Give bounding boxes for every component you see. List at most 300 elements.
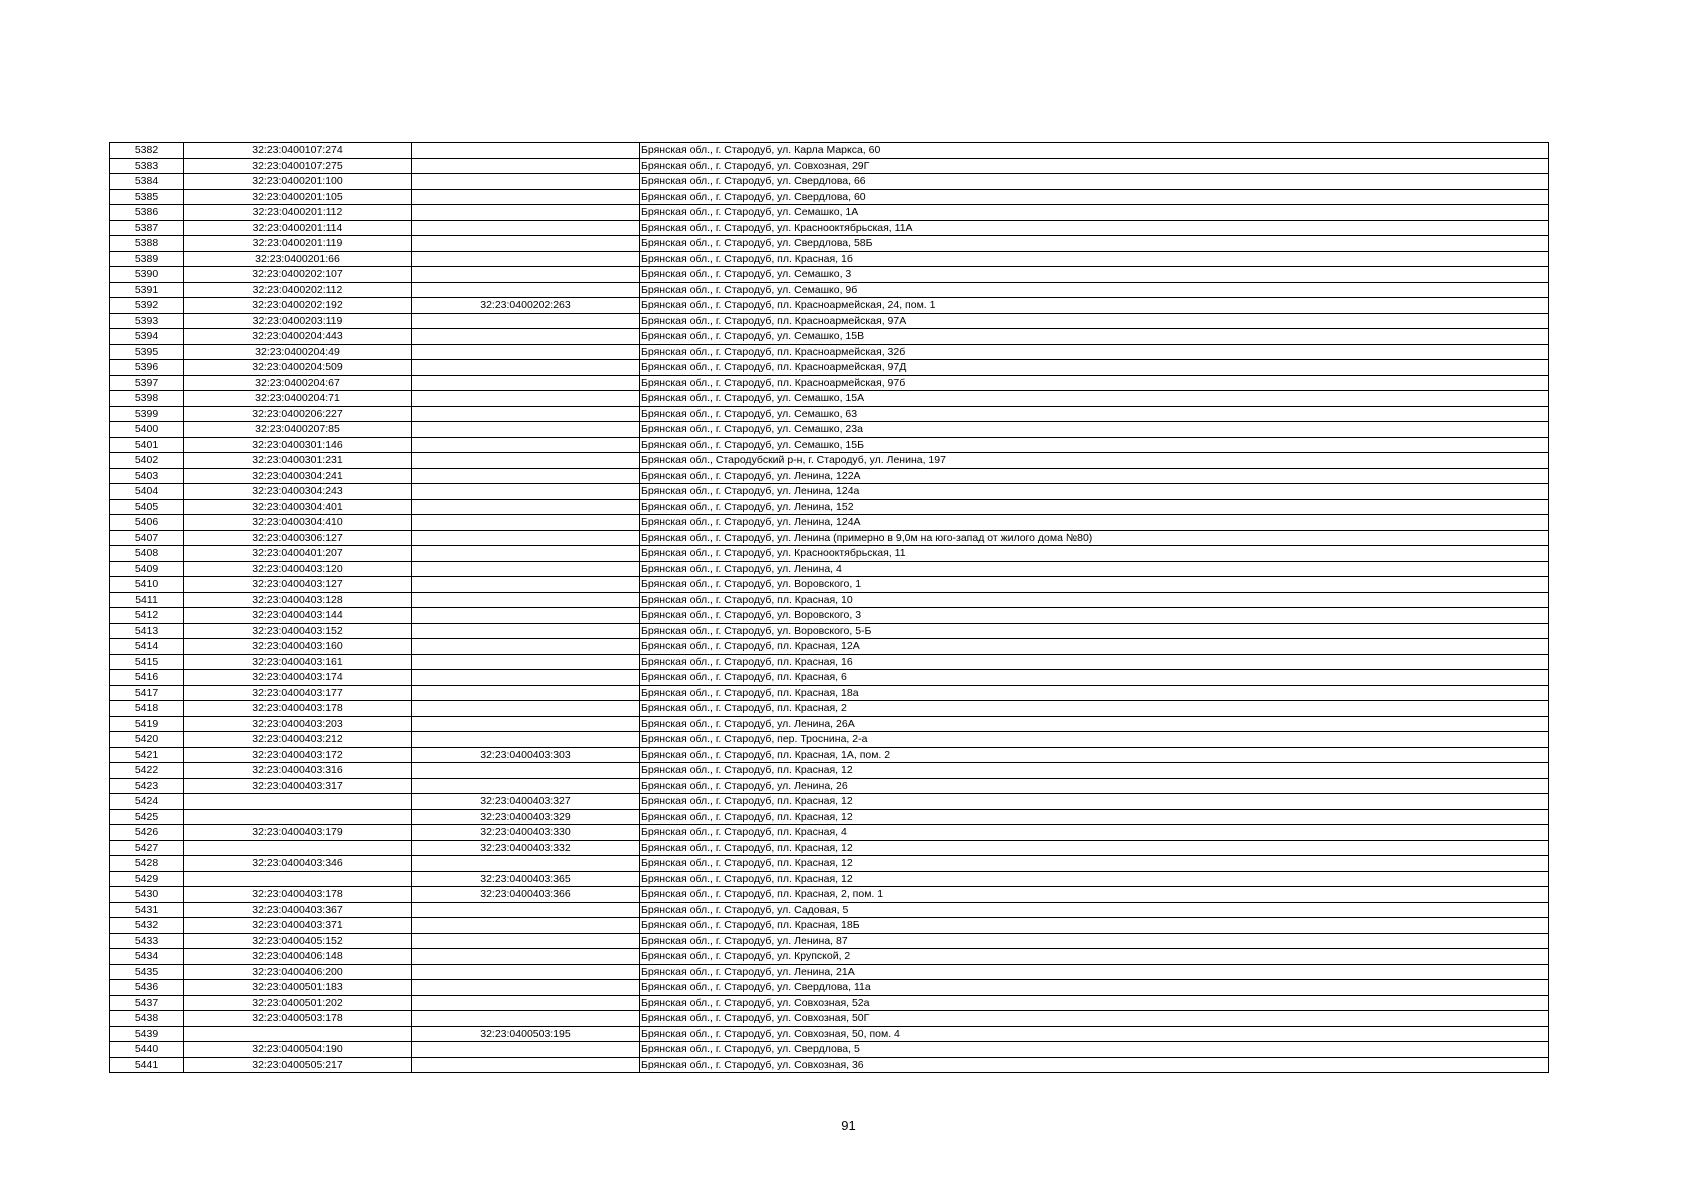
premise-number-cell xyxy=(412,577,640,593)
address-cell: Брянская обл., г. Стародуб, ул. Крупской, 2 xyxy=(640,949,1549,965)
table-row xyxy=(110,654,1549,670)
premise-number-cell xyxy=(412,918,640,934)
cadastral-number-cell: 32:23:0400406:148 xyxy=(184,949,412,965)
cadastral-number-cell: 32:23:0400403:177 xyxy=(184,685,412,701)
address-cell: Брянская обл., г. Стародуб, пл. Красная, 18а xyxy=(640,685,1549,701)
row-number-cell: 5414 xyxy=(110,639,184,655)
premise-number-cell xyxy=(412,608,640,624)
cadastral-number-cell: 32:23:0400405:152 xyxy=(184,933,412,949)
address-cell: Брянская обл., г. Стародуб, пл. Красная, 1А, пом. 2 xyxy=(640,747,1549,763)
cadastral-number-cell xyxy=(184,871,412,887)
row-number-cell: 5426 xyxy=(110,825,184,841)
premise-number-cell xyxy=(412,856,640,872)
row-number-cell: 5397 xyxy=(110,375,184,391)
address-cell: Брянская обл., г. Стародуб, пл. Красная, 2, пом. 1 xyxy=(640,887,1549,903)
address-cell: Брянская обл., г. Стародуб, ул. Свердлова, 58Б xyxy=(640,236,1549,252)
premise-number-cell xyxy=(412,716,640,732)
table-row xyxy=(110,856,1549,872)
row-number-cell: 5391 xyxy=(110,282,184,298)
cadastral-number-cell: 32:23:0400403:161 xyxy=(184,654,412,670)
row-number-cell: 5383 xyxy=(110,158,184,174)
address-cell: Брянская обл., г. Стародуб, ул. Ленина, 4 xyxy=(640,561,1549,577)
address-cell: Брянская обл., г. Стародуб, пл. Красная, 12 xyxy=(640,809,1549,825)
premise-number-cell xyxy=(412,1057,640,1073)
cadastral-number-cell: 32:23:0400406:200 xyxy=(184,964,412,980)
premise-number-cell xyxy=(412,189,640,205)
premise-number-cell xyxy=(412,995,640,1011)
cadastral-number-cell: 32:23:0400403:316 xyxy=(184,763,412,779)
cadastral-number-cell: 32:23:0400207:85 xyxy=(184,422,412,438)
address-cell: Брянская обл., г. Стародуб, ул. Ленина, 124а xyxy=(640,484,1549,500)
address-cell: Брянская обл., г. Стародуб, ул. Ленина (примерно в 9,0м на юго-запад от жилого дома №80) xyxy=(640,530,1549,546)
premise-number-cell xyxy=(412,964,640,980)
address-cell: Брянская обл., г. Стародуб, ул. Воровского, 5-Б xyxy=(640,623,1549,639)
cadastral-number-cell: 32:23:0400204:509 xyxy=(184,360,412,376)
premise-number-cell: 32:23:0400403:332 xyxy=(412,840,640,856)
cadastral-number-cell: 32:23:0400206:227 xyxy=(184,406,412,422)
table-row xyxy=(110,623,1549,639)
address-cell: Брянская обл., г. Стародуб, пл. Красноармейская, 24, пом. 1 xyxy=(640,298,1549,314)
table-row xyxy=(110,670,1549,686)
cadastral-number-cell: 32:23:0400304:410 xyxy=(184,515,412,531)
table-row xyxy=(110,577,1549,593)
cadastral-number-cell: 32:23:0400403:152 xyxy=(184,623,412,639)
row-number-cell: 5392 xyxy=(110,298,184,314)
premise-number-cell xyxy=(412,422,640,438)
premise-number-cell xyxy=(412,1011,640,1027)
table-row xyxy=(110,205,1549,221)
address-cell: Брянская обл., г. Стародуб, ул. Семашко, 23а xyxy=(640,422,1549,438)
address-cell: Брянская обл., г. Стародуб, ул. Совхозная, 50, пом. 4 xyxy=(640,1026,1549,1042)
table-row xyxy=(110,158,1549,174)
table-row xyxy=(110,933,1549,949)
premise-number-cell xyxy=(412,980,640,996)
cadastral-number-cell: 32:23:0400204:443 xyxy=(184,329,412,345)
cadastral-number-cell: 32:23:0400204:49 xyxy=(184,344,412,360)
premise-number-cell xyxy=(412,654,640,670)
row-number-cell: 5401 xyxy=(110,437,184,453)
premise-number-cell: 32:23:0400403:329 xyxy=(412,809,640,825)
address-cell: Брянская обл., г. Стародуб, пл. Красноармейская, 97А xyxy=(640,313,1549,329)
registry-table-body xyxy=(110,143,1549,1073)
cadastral-number-cell: 32:23:0400504:190 xyxy=(184,1042,412,1058)
cadastral-number-cell: 32:23:0400501:183 xyxy=(184,980,412,996)
premise-number-cell: 32:23:0400202:263 xyxy=(412,298,640,314)
row-number-cell: 5415 xyxy=(110,654,184,670)
table-row xyxy=(110,825,1549,841)
premise-number-cell xyxy=(412,375,640,391)
table-row xyxy=(110,391,1549,407)
premise-number-cell xyxy=(412,236,640,252)
premise-number-cell xyxy=(412,933,640,949)
premise-number-cell: 32:23:0400403:303 xyxy=(412,747,640,763)
address-cell: Брянская обл., г. Стародуб, ул. Карла Маркса, 60 xyxy=(640,143,1549,159)
row-number-cell: 5434 xyxy=(110,949,184,965)
row-number-cell: 5388 xyxy=(110,236,184,252)
address-cell: Брянская обл., г. Стародуб, пл. Красноармейская, 97б xyxy=(640,375,1549,391)
row-number-cell: 5405 xyxy=(110,499,184,515)
cadastral-number-cell: 32:23:0400401:207 xyxy=(184,546,412,562)
address-cell: Брянская обл., г. Стародуб, пл. Красноармейская, 97Д xyxy=(640,360,1549,376)
cadastral-number-cell: 32:23:0400304:243 xyxy=(184,484,412,500)
table-row xyxy=(110,608,1549,624)
cadastral-number-cell: 32:23:0400403:128 xyxy=(184,592,412,608)
row-number-cell: 5423 xyxy=(110,778,184,794)
table-row xyxy=(110,902,1549,918)
address-cell: Брянская обл., г. Стародуб, пл. Красная, 12 xyxy=(640,856,1549,872)
premise-number-cell: 32:23:0400403:365 xyxy=(412,871,640,887)
cadastral-number-cell: 32:23:0400202:107 xyxy=(184,267,412,283)
premise-number-cell xyxy=(412,143,640,159)
premise-number-cell xyxy=(412,391,640,407)
address-cell: Брянская обл., г. Стародуб, ул. Свердлова, 5 xyxy=(640,1042,1549,1058)
premise-number-cell xyxy=(412,437,640,453)
address-cell: Брянская обл., г. Стародуб, пл. Красная, 1б xyxy=(640,251,1549,267)
address-cell: Брянская обл., г. Стародуб, ул. Совхозная, 36 xyxy=(640,1057,1549,1073)
table-row xyxy=(110,1042,1549,1058)
premise-number-cell xyxy=(412,778,640,794)
row-number-cell: 5433 xyxy=(110,933,184,949)
cadastral-number-cell: 32:23:0400201:119 xyxy=(184,236,412,252)
premise-number-cell xyxy=(412,530,640,546)
premise-number-cell xyxy=(412,360,640,376)
cadastral-number-cell: 32:23:0400201:105 xyxy=(184,189,412,205)
table-row xyxy=(110,375,1549,391)
address-cell: Брянская обл., г. Стародуб, ул. Совхозная, 29Г xyxy=(640,158,1549,174)
table-row xyxy=(110,189,1549,205)
premise-number-cell xyxy=(412,484,640,500)
row-number-cell: 5441 xyxy=(110,1057,184,1073)
premise-number-cell xyxy=(412,220,640,236)
table-row xyxy=(110,220,1549,236)
table-row xyxy=(110,546,1549,562)
address-cell: Брянская обл., г. Стародуб, пл. Красная, 4 xyxy=(640,825,1549,841)
address-cell: Брянская обл., г. Стародуб, ул. Ленина, 87 xyxy=(640,933,1549,949)
table-row xyxy=(110,437,1549,453)
table-row xyxy=(110,949,1549,965)
address-cell: Брянская обл., г. Стародуб, ул. Ленина, 124А xyxy=(640,515,1549,531)
table-row xyxy=(110,251,1549,267)
table-row xyxy=(110,484,1549,500)
address-cell: Брянская обл., г. Стародуб, ул. Ленина, 21А xyxy=(640,964,1549,980)
premise-number-cell xyxy=(412,685,640,701)
row-number-cell: 5427 xyxy=(110,840,184,856)
premise-number-cell xyxy=(412,732,640,748)
row-number-cell: 5435 xyxy=(110,964,184,980)
cadastral-number-cell: 32:23:0400403:212 xyxy=(184,732,412,748)
address-cell: Брянская обл., г. Стародуб, пл. Красная, 6 xyxy=(640,670,1549,686)
row-number-cell: 5432 xyxy=(110,918,184,934)
row-number-cell: 5407 xyxy=(110,530,184,546)
table-row xyxy=(110,174,1549,190)
cadastral-number-cell: 32:23:0400501:202 xyxy=(184,995,412,1011)
address-cell: Брянская обл., г. Стародуб, ул. Совхозная, 50Г xyxy=(640,1011,1549,1027)
address-cell: Брянская обл., г. Стародуб, пл. Красная, 12 xyxy=(640,840,1549,856)
table-row xyxy=(110,143,1549,159)
cadastral-number-cell: 32:23:0400403:317 xyxy=(184,778,412,794)
cadastral-number-cell: 32:23:0400403:346 xyxy=(184,856,412,872)
row-number-cell: 5398 xyxy=(110,391,184,407)
row-number-cell: 5386 xyxy=(110,205,184,221)
row-number-cell: 5408 xyxy=(110,546,184,562)
premise-number-cell xyxy=(412,329,640,345)
row-number-cell: 5421 xyxy=(110,747,184,763)
address-cell: Брянская обл., г. Стародуб, ул. Семашко, 3 xyxy=(640,267,1549,283)
table-row xyxy=(110,530,1549,546)
table-row xyxy=(110,298,1549,314)
table-row xyxy=(110,329,1549,345)
premise-number-cell xyxy=(412,313,640,329)
row-number-cell: 5428 xyxy=(110,856,184,872)
cadastral-number-cell: 32:23:0400202:112 xyxy=(184,282,412,298)
table-row xyxy=(110,1057,1549,1073)
address-cell: Брянская обл., г. Стародуб, ул. Семашко, 15А xyxy=(640,391,1549,407)
cadastral-number-cell: 32:23:0400203:119 xyxy=(184,313,412,329)
row-number-cell: 5419 xyxy=(110,716,184,732)
row-number-cell: 5418 xyxy=(110,701,184,717)
premise-number-cell xyxy=(412,205,640,221)
address-cell: Брянская обл., г. Стародуб, ул. Свердлова, 60 xyxy=(640,189,1549,205)
row-number-cell: 5440 xyxy=(110,1042,184,1058)
row-number-cell: 5399 xyxy=(110,406,184,422)
cadastral-number-cell: 32:23:0400403:174 xyxy=(184,670,412,686)
table-row xyxy=(110,468,1549,484)
table-row xyxy=(110,701,1549,717)
table-row xyxy=(110,515,1549,531)
table-row xyxy=(110,360,1549,376)
address-cell: Брянская обл., г. Стародуб, ул. Воровского, 3 xyxy=(640,608,1549,624)
row-number-cell: 5390 xyxy=(110,267,184,283)
table-row xyxy=(110,794,1549,810)
premise-number-cell xyxy=(412,282,640,298)
row-number-cell: 5424 xyxy=(110,794,184,810)
row-number-cell: 5395 xyxy=(110,344,184,360)
row-number-cell: 5413 xyxy=(110,623,184,639)
address-cell: Брянская обл., г. Стародуб, пл. Красная, 10 xyxy=(640,592,1549,608)
address-cell: Брянская обл., г. Стародуб, ул. Краснооктябрьская, 11А xyxy=(640,220,1549,236)
table-row xyxy=(110,763,1549,779)
address-cell: Брянская обл., г. Стародуб, ул. Ленина, 122А xyxy=(640,468,1549,484)
cadastral-number-cell: 32:23:0400403:160 xyxy=(184,639,412,655)
address-cell: Брянская обл., г. Стародуб, пл. Красная, 12 xyxy=(640,794,1549,810)
row-number-cell: 5422 xyxy=(110,763,184,779)
premise-number-cell xyxy=(412,763,640,779)
table-row xyxy=(110,267,1549,283)
cadastral-number-cell: 32:23:0400201:100 xyxy=(184,174,412,190)
table-row xyxy=(110,499,1549,515)
premise-number-cell xyxy=(412,344,640,360)
address-cell: Брянская обл., г. Стародуб, ул. Садовая, 5 xyxy=(640,902,1549,918)
address-cell: Брянская обл., Стародубский р-н, г. Стародуб, ул. Ленина, 197 xyxy=(640,453,1549,469)
address-cell: Брянская обл., г. Стародуб, пл. Красная, 16 xyxy=(640,654,1549,670)
address-cell: Брянская обл., г. Стародуб, ул. Свердлова, 66 xyxy=(640,174,1549,190)
premise-number-cell: 32:23:0400403:330 xyxy=(412,825,640,841)
cadastral-number-cell xyxy=(184,840,412,856)
table-row xyxy=(110,453,1549,469)
address-cell: Брянская обл., г. Стародуб, ул. Свердлова, 11а xyxy=(640,980,1549,996)
table-row xyxy=(110,964,1549,980)
premise-number-cell xyxy=(412,670,640,686)
premise-number-cell: 32:23:0400403:327 xyxy=(412,794,640,810)
address-cell: Брянская обл., г. Стародуб, ул. Семашко, 9б xyxy=(640,282,1549,298)
row-number-cell: 5411 xyxy=(110,592,184,608)
address-cell: Брянская обл., г. Стародуб, пл. Красная, 12 xyxy=(640,763,1549,779)
cadastral-number-cell: 32:23:0400204:71 xyxy=(184,391,412,407)
cadastral-number-cell: 32:23:0400503:178 xyxy=(184,1011,412,1027)
row-number-cell: 5416 xyxy=(110,670,184,686)
row-number-cell: 5382 xyxy=(110,143,184,159)
cadastral-number-cell: 32:23:0400403:144 xyxy=(184,608,412,624)
address-cell: Брянская обл., г. Стародуб, ул. Ленина, 26 xyxy=(640,778,1549,794)
table-row xyxy=(110,313,1549,329)
row-number-cell: 5431 xyxy=(110,902,184,918)
table-row xyxy=(110,980,1549,996)
address-cell: Брянская обл., г. Стародуб, пер. Троснина, 2-а xyxy=(640,732,1549,748)
table-row xyxy=(110,887,1549,903)
row-number-cell: 5400 xyxy=(110,422,184,438)
table-row xyxy=(110,716,1549,732)
table-row xyxy=(110,778,1549,794)
premise-number-cell xyxy=(412,267,640,283)
premise-number-cell xyxy=(412,158,640,174)
row-number-cell: 5385 xyxy=(110,189,184,205)
table-row xyxy=(110,561,1549,577)
cadastral-number-cell: 32:23:0400306:127 xyxy=(184,530,412,546)
address-cell: Брянская обл., г. Стародуб, ул. Семашко, 15В xyxy=(640,329,1549,345)
table-row xyxy=(110,918,1549,934)
page-number: 91 xyxy=(841,1118,856,1133)
row-number-cell: 5410 xyxy=(110,577,184,593)
premise-number-cell xyxy=(412,251,640,267)
row-number-cell: 5403 xyxy=(110,468,184,484)
table-row xyxy=(110,747,1549,763)
cadastral-number-cell: 32:23:0400403:120 xyxy=(184,561,412,577)
premise-number-cell xyxy=(412,406,640,422)
premise-number-cell xyxy=(412,468,640,484)
row-number-cell: 5436 xyxy=(110,980,184,996)
row-number-cell: 5406 xyxy=(110,515,184,531)
row-number-cell: 5430 xyxy=(110,887,184,903)
address-cell: Брянская обл., г. Стародуб, ул. Воровского, 1 xyxy=(640,577,1549,593)
table-row xyxy=(110,809,1549,825)
cadastral-number-cell: 32:23:0400204:67 xyxy=(184,375,412,391)
address-cell: Брянская обл., г. Стародуб, ул. Семашко, 15Б xyxy=(640,437,1549,453)
row-number-cell: 5409 xyxy=(110,561,184,577)
table-row xyxy=(110,236,1549,252)
address-cell: Брянская обл., г. Стародуб, ул. Ленина, 26А xyxy=(640,716,1549,732)
address-cell: Брянская обл., г. Стародуб, пл. Красноармейская, 32б xyxy=(640,344,1549,360)
row-number-cell: 5429 xyxy=(110,871,184,887)
row-number-cell: 5384 xyxy=(110,174,184,190)
cadastral-number-cell: 32:23:0400202:192 xyxy=(184,298,412,314)
cadastral-number-cell xyxy=(184,1026,412,1042)
address-cell: Брянская обл., г. Стародуб, пл. Красная, 12А xyxy=(640,639,1549,655)
row-number-cell: 5425 xyxy=(110,809,184,825)
cadastral-number-cell: 32:23:0400403:179 xyxy=(184,825,412,841)
premise-number-cell xyxy=(412,515,640,531)
row-number-cell: 5387 xyxy=(110,220,184,236)
row-number-cell: 5420 xyxy=(110,732,184,748)
cadastral-number-cell xyxy=(184,794,412,810)
row-number-cell: 5417 xyxy=(110,685,184,701)
cadastral-number-cell: 32:23:0400304:401 xyxy=(184,499,412,515)
premise-number-cell xyxy=(412,623,640,639)
table-row xyxy=(110,685,1549,701)
row-number-cell: 5402 xyxy=(110,453,184,469)
cadastral-number-cell: 32:23:0400107:274 xyxy=(184,143,412,159)
row-number-cell: 5393 xyxy=(110,313,184,329)
premise-number-cell xyxy=(412,902,640,918)
cadastral-number-cell: 32:23:0400505:217 xyxy=(184,1057,412,1073)
premise-number-cell xyxy=(412,561,640,577)
premise-number-cell xyxy=(412,949,640,965)
table-row xyxy=(110,422,1549,438)
cadastral-number-cell: 32:23:0400403:367 xyxy=(184,902,412,918)
row-number-cell: 5412 xyxy=(110,608,184,624)
premise-number-cell xyxy=(412,701,640,717)
cadastral-number-cell: 32:23:0400201:112 xyxy=(184,205,412,221)
table-row xyxy=(110,840,1549,856)
cadastral-number-cell: 32:23:0400403:178 xyxy=(184,887,412,903)
address-cell: Брянская обл., г. Стародуб, ул. Совхозная, 52а xyxy=(640,995,1549,1011)
address-cell: Брянская обл., г. Стародуб, ул. Семашко, 63 xyxy=(640,406,1549,422)
row-number-cell: 5396 xyxy=(110,360,184,376)
cadastral-number-cell: 32:23:0400403:178 xyxy=(184,701,412,717)
table-row xyxy=(110,995,1549,1011)
premise-number-cell xyxy=(412,453,640,469)
table-row xyxy=(110,1011,1549,1027)
premise-number-cell: 32:23:0400403:366 xyxy=(412,887,640,903)
row-number-cell: 5404 xyxy=(110,484,184,500)
address-cell: Брянская обл., г. Стародуб, пл. Красная, 18Б xyxy=(640,918,1549,934)
row-number-cell: 5394 xyxy=(110,329,184,345)
cadastral-number-cell: 32:23:0400304:241 xyxy=(184,468,412,484)
cadastral-number-cell: 32:23:0400403:203 xyxy=(184,716,412,732)
row-number-cell: 5439 xyxy=(110,1026,184,1042)
cadastral-number-cell: 32:23:0400403:127 xyxy=(184,577,412,593)
premise-number-cell xyxy=(412,592,640,608)
cadastral-number-cell: 32:23:0400403:172 xyxy=(184,747,412,763)
address-cell: Брянская обл., г. Стародуб, ул. Ленина, 152 xyxy=(640,499,1549,515)
address-cell: Брянская обл., г. Стародуб, ул. Семашко, 1А xyxy=(640,205,1549,221)
table-row xyxy=(110,282,1549,298)
cadastral-number-cell: 32:23:0400301:146 xyxy=(184,437,412,453)
table-row xyxy=(110,1026,1549,1042)
cadastral-number-cell: 32:23:0400403:371 xyxy=(184,918,412,934)
property-registry-table xyxy=(109,142,1549,1073)
table-row xyxy=(110,344,1549,360)
cadastral-number-cell: 32:23:0400201:66 xyxy=(184,251,412,267)
address-cell: Брянская обл., г. Стародуб, ул. Краснооктябрьская, 11 xyxy=(640,546,1549,562)
premise-number-cell xyxy=(412,174,640,190)
table-row xyxy=(110,732,1549,748)
table-row xyxy=(110,592,1549,608)
premise-number-cell xyxy=(412,499,640,515)
table-row xyxy=(110,639,1549,655)
premise-number-cell xyxy=(412,1042,640,1058)
cadastral-number-cell xyxy=(184,809,412,825)
row-number-cell: 5389 xyxy=(110,251,184,267)
table-row xyxy=(110,406,1549,422)
premise-number-cell xyxy=(412,546,640,562)
cadastral-number-cell: 32:23:0400107:275 xyxy=(184,158,412,174)
premise-number-cell xyxy=(412,639,640,655)
row-number-cell: 5438 xyxy=(110,1011,184,1027)
table-row xyxy=(110,871,1549,887)
address-cell: Брянская обл., г. Стародуб, пл. Красная, 2 xyxy=(640,701,1549,717)
premise-number-cell: 32:23:0400503:195 xyxy=(412,1026,640,1042)
cadastral-number-cell: 32:23:0400301:231 xyxy=(184,453,412,469)
